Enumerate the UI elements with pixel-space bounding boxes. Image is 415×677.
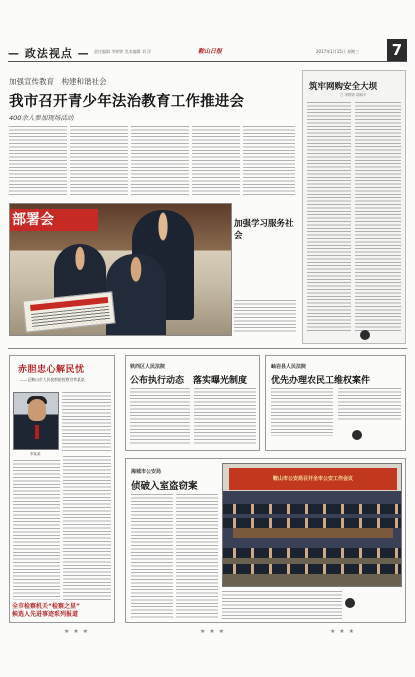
officer-seated-right: [106, 254, 166, 336]
story-right-body-2: [338, 388, 401, 422]
story-mid-body-2: [194, 388, 256, 446]
lead-body-col-2: [70, 126, 128, 196]
series-banner-line-2: 候选人先进事迹系列报道: [12, 610, 79, 618]
profile-series-banner: [12, 603, 112, 618]
section-title: — 政法视点 —: [8, 47, 90, 60]
lead-body-col-3: [131, 126, 189, 196]
profile-body-col-3: [63, 456, 111, 600]
footer-stars-mid: ★ ★ ★: [200, 628, 225, 635]
series-banner-line-1: 全市检察机关“检察之星”: [12, 603, 80, 610]
footer-stars-right: ★ ★ ★: [330, 628, 355, 635]
story-right-title: 优先办理农民工维权案件: [271, 376, 371, 386]
masthead: 鞍山日报: [198, 48, 223, 55]
photo-caption-body: [234, 300, 296, 334]
page-header: [8, 41, 407, 62]
profile-title: 赤胆忠心解民忧: [18, 365, 85, 375]
portrait-caption: 李某某: [30, 452, 41, 456]
lead-body-col-5: [243, 126, 295, 196]
news-photo: [9, 203, 232, 336]
lead-kicker: 加强宣传教育 构建和谐社会: [9, 77, 107, 86]
story-bottom-body-2: [176, 494, 218, 618]
story-bottom-kicker: 海城市公安局: [131, 469, 162, 475]
profile-body-col-1: [62, 392, 111, 452]
side-column-title: 筑牢网购安全大坝: [309, 82, 378, 92]
side-column-author: □ 李婷婷 胡和平: [340, 93, 367, 97]
side-body-col-2: [355, 102, 401, 332]
story-bottom-body-1: [131, 494, 173, 618]
lead-subhead: 400余人参加现场活动: [9, 114, 74, 122]
meeting-screen: 鞍山市公安局召开全市公安工作会议: [229, 468, 397, 490]
story-bottom-title: 侦破入室盗窃案: [131, 481, 198, 492]
side-body-col-1: [307, 102, 351, 332]
story-mid-body-1: [130, 388, 190, 446]
story-right-end-mark: [352, 430, 362, 440]
profile-portrait: [13, 392, 59, 450]
lead-headline: 我市召开青少年法治教育工作推进会: [9, 94, 245, 110]
lead-body-col-1: [9, 126, 67, 196]
profile-subtitle: ——记鞍山市人民检察院检察官李某某: [20, 377, 85, 382]
side-end-mark: [360, 330, 370, 340]
meeting-photo: [222, 463, 402, 587]
section-divider: [8, 348, 407, 349]
newspaper-in-photo: [23, 291, 116, 332]
story-mid-title: 公布执行动态 落实曝光制度: [130, 376, 248, 386]
lead-body-col-4: [192, 126, 240, 196]
photo-caption-title: 加强学习服务社会: [234, 219, 294, 241]
story-right-body-1: [271, 388, 333, 436]
story-bottom-body-3: [222, 591, 342, 619]
story-bottom-end-mark: [345, 598, 355, 608]
story-right-kicker: 岫岩县人民法院: [271, 364, 307, 370]
issue-date: 2017年1月15日 星期三: [316, 49, 360, 54]
profile-body-col-2: [13, 460, 60, 600]
footer-stars-left: ★ ★ ★: [64, 628, 89, 635]
editor-credit: 责任编辑 李婷婷 美术编辑 刘 洋: [94, 49, 152, 54]
story-mid-kicker: 铁西区人民法院: [130, 364, 166, 370]
photo-banner: 部署会: [10, 209, 98, 231]
page-number: 7: [387, 39, 407, 61]
